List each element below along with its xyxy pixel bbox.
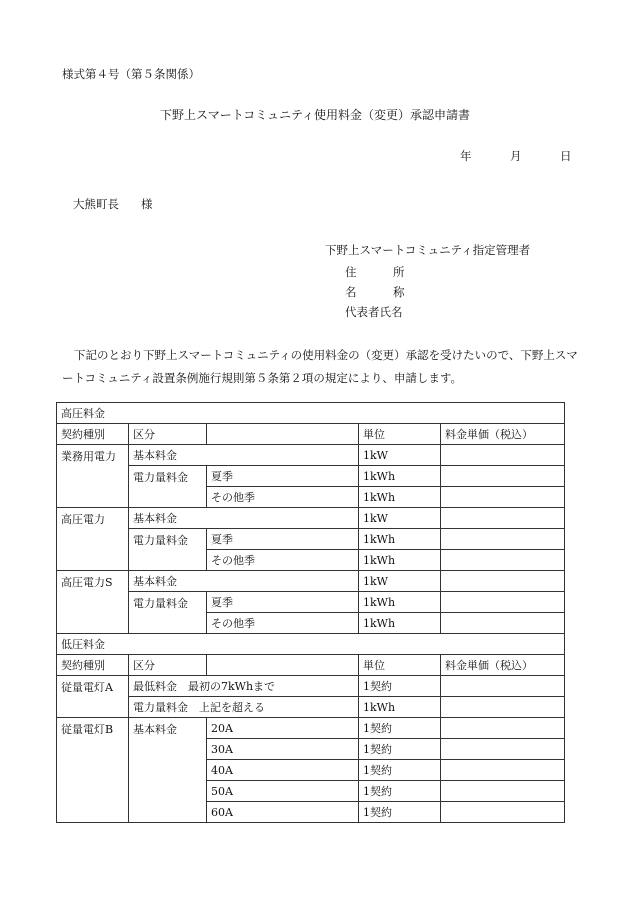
category-cell: 電力量料金 bbox=[129, 466, 207, 508]
category-cell: 基本料金 bbox=[129, 571, 359, 592]
contract-type-cell: 従量電灯B bbox=[57, 718, 129, 823]
table-row bbox=[57, 697, 565, 718]
unit-cell: 1契約 bbox=[359, 676, 441, 697]
contract-type-cell: 業務用電力 bbox=[57, 445, 129, 508]
table-row bbox=[57, 634, 565, 655]
header-contract-type: 契約種別 bbox=[57, 424, 129, 445]
amp-cell: 20A bbox=[207, 718, 359, 739]
season-cell: 夏季 bbox=[207, 592, 359, 613]
contract-type-cell: 高圧電力 bbox=[57, 508, 129, 571]
price-cell bbox=[441, 739, 565, 760]
price-cell bbox=[441, 508, 565, 529]
name-label bbox=[345, 284, 405, 300]
name-label-1: 名 bbox=[345, 285, 357, 299]
price-cell bbox=[441, 571, 565, 592]
price-cell bbox=[441, 592, 565, 613]
price-cell bbox=[441, 718, 565, 739]
section-high-voltage: 高圧料金 bbox=[57, 403, 565, 424]
table-row bbox=[57, 655, 565, 676]
contract-type-cell: 従量電灯A bbox=[57, 676, 129, 718]
table-row bbox=[57, 508, 565, 529]
header-blank bbox=[207, 424, 359, 445]
category-cell: 基本料金 bbox=[129, 508, 359, 529]
amp-cell: 30A bbox=[207, 739, 359, 760]
unit-cell: 1契約 bbox=[359, 802, 441, 823]
form-number: 様式第４号（第５条関係） bbox=[62, 67, 200, 81]
body-paragraph: 下記のとおり下野上スマートコミュニティの使用料金の（変更）承認を受けたいので、下野上スマートコミュニティ設置条例施行規則第５条第２項の規定により、申請します。 bbox=[62, 348, 578, 385]
unit-cell: 1契約 bbox=[359, 739, 441, 760]
unit-cell: 1契約 bbox=[359, 760, 441, 781]
applicant-role: 下野上スマートコミュニティ指定管理者 bbox=[325, 243, 531, 257]
section-low-voltage: 低圧料金 bbox=[57, 634, 565, 655]
addressee bbox=[73, 196, 153, 212]
addressee-honorific: 様 bbox=[141, 197, 153, 211]
date-year-label: 年 bbox=[460, 149, 472, 163]
name-label-2: 称 bbox=[393, 285, 405, 299]
unit-cell: 1契約 bbox=[359, 718, 441, 739]
category-cell: 電力量料金 bbox=[129, 592, 207, 634]
header-price: 料金単価（税込） bbox=[441, 655, 565, 676]
header-unit: 単位 bbox=[359, 655, 441, 676]
category-cell: 最低料金 最初の7kWhまで bbox=[129, 676, 359, 697]
rate-table bbox=[56, 402, 565, 823]
unit-cell: 1kWh bbox=[359, 613, 441, 634]
category-cell: 基本料金 bbox=[129, 718, 207, 823]
contract-type-cell: 高圧電力S bbox=[57, 571, 129, 634]
season-cell: 夏季 bbox=[207, 529, 359, 550]
address-label-2: 所 bbox=[393, 265, 405, 279]
date-line bbox=[460, 148, 572, 164]
table-row bbox=[57, 718, 565, 739]
document-title: 下野上スマートコミュニティ使用料金（変更）承認申請書 bbox=[159, 108, 471, 122]
table-row bbox=[57, 403, 565, 424]
header-category: 区分 bbox=[129, 655, 207, 676]
unit-cell: 1kWh bbox=[359, 592, 441, 613]
price-cell bbox=[441, 487, 565, 508]
header-price: 料金単価（税込） bbox=[441, 424, 565, 445]
table-row bbox=[57, 424, 565, 445]
season-cell: その他季 bbox=[207, 613, 359, 634]
address-label bbox=[345, 264, 405, 280]
table-row bbox=[57, 571, 565, 592]
amp-cell: 60A bbox=[207, 802, 359, 823]
amp-cell: 50A bbox=[207, 781, 359, 802]
representative-label: 代表者氏名 bbox=[345, 305, 403, 319]
table-row bbox=[57, 445, 565, 466]
price-cell bbox=[441, 802, 565, 823]
header-blank bbox=[207, 655, 359, 676]
unit-cell: 1kW bbox=[359, 571, 441, 592]
price-cell bbox=[441, 676, 565, 697]
header-unit: 単位 bbox=[359, 424, 441, 445]
category-cell: 基本料金 bbox=[129, 445, 359, 466]
unit-cell: 1kW bbox=[359, 508, 441, 529]
header-category: 区分 bbox=[129, 424, 207, 445]
season-cell: その他季 bbox=[207, 550, 359, 571]
unit-cell: 1契約 bbox=[359, 781, 441, 802]
unit-cell: 1kW bbox=[359, 445, 441, 466]
price-cell bbox=[441, 550, 565, 571]
price-cell bbox=[441, 529, 565, 550]
price-cell bbox=[441, 613, 565, 634]
category-cell: 電力量料金 bbox=[129, 529, 207, 571]
season-cell: その他季 bbox=[207, 487, 359, 508]
date-month-label: 月 bbox=[510, 149, 522, 163]
date-day-label: 日 bbox=[560, 149, 572, 163]
unit-cell: 1kWh bbox=[359, 529, 441, 550]
unit-cell: 1kWh bbox=[359, 487, 441, 508]
price-cell bbox=[441, 760, 565, 781]
table-row bbox=[57, 676, 565, 697]
unit-cell: 1kWh bbox=[359, 550, 441, 571]
table-row bbox=[57, 529, 565, 550]
address-label-1: 住 bbox=[345, 265, 357, 279]
price-cell bbox=[441, 466, 565, 487]
unit-cell: 1kWh bbox=[359, 697, 441, 718]
table-row bbox=[57, 592, 565, 613]
amp-cell: 40A bbox=[207, 760, 359, 781]
price-cell bbox=[441, 445, 565, 466]
unit-cell: 1kWh bbox=[359, 466, 441, 487]
category-cell: 電力量料金 上記を超える bbox=[129, 697, 359, 718]
season-cell: 夏季 bbox=[207, 466, 359, 487]
price-cell bbox=[441, 781, 565, 802]
header-contract-type: 契約種別 bbox=[57, 655, 129, 676]
price-cell bbox=[441, 697, 565, 718]
table-row bbox=[57, 466, 565, 487]
addressee-name: 大熊町長 bbox=[73, 197, 119, 211]
